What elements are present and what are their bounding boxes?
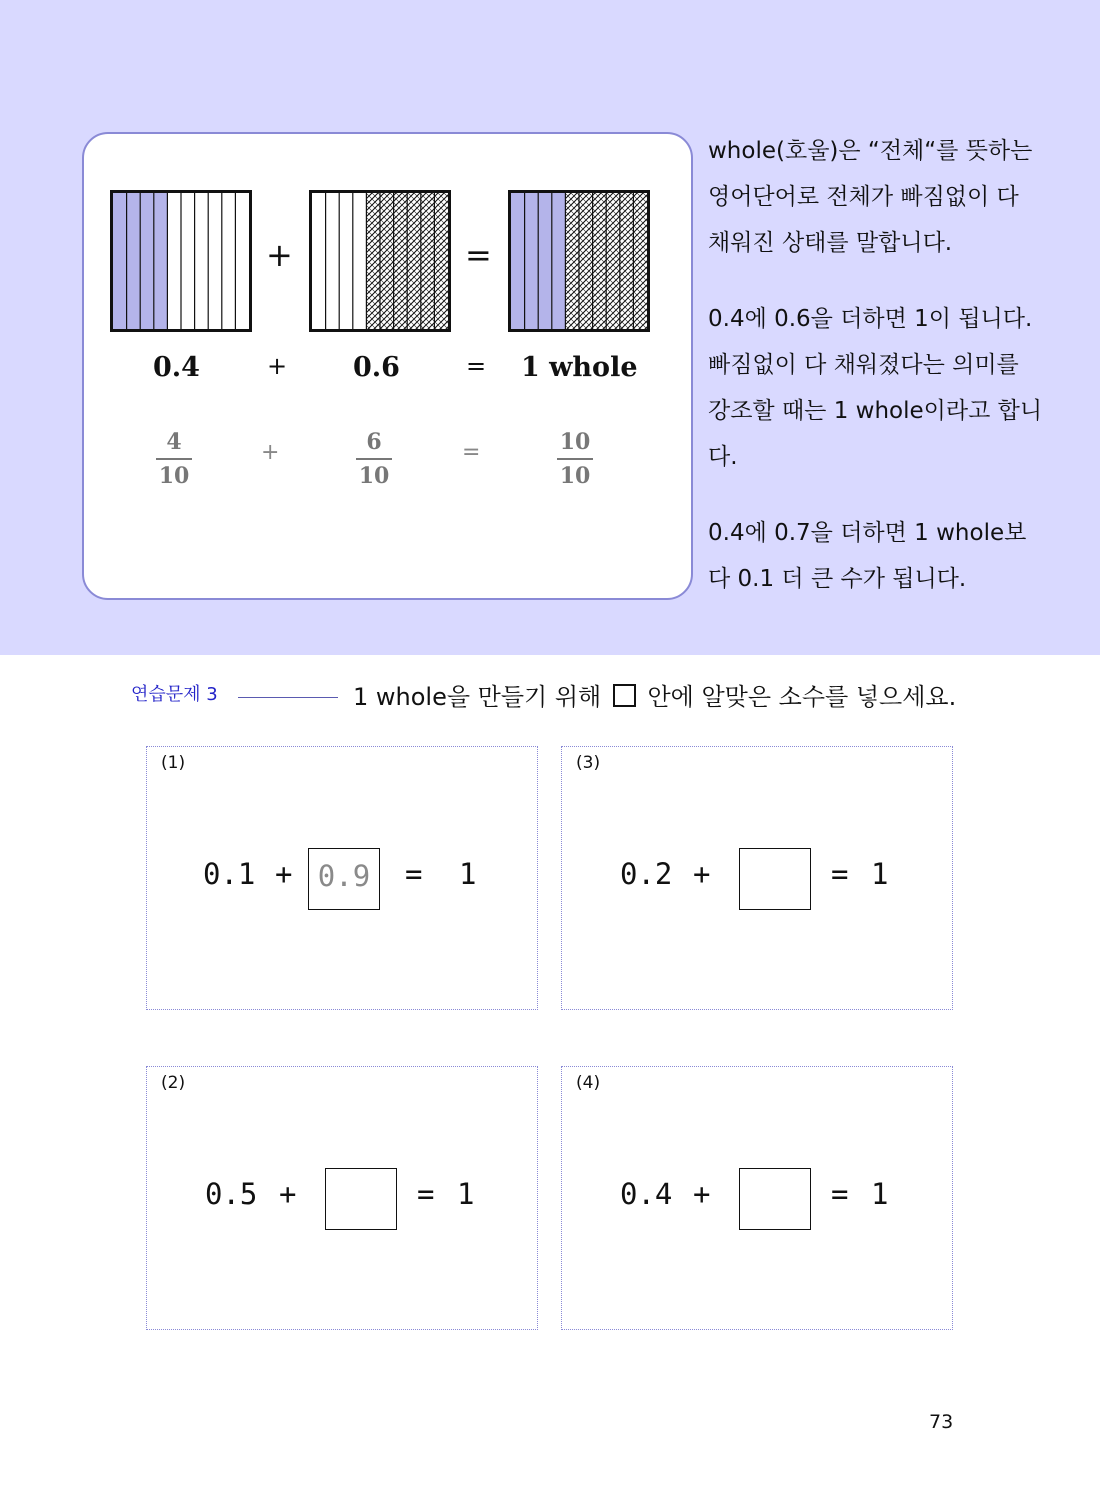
problem-number: (3) — [576, 753, 601, 773]
page-number: 73 — [929, 1411, 954, 1433]
problem-result: 1 — [871, 1177, 889, 1211]
fraction-bar — [557, 458, 593, 460]
decimal-plus: + — [267, 352, 288, 380]
instruction-text-after: 안에 알맞은 소수를 넣으세요. — [647, 683, 957, 711]
answer-box[interactable] — [308, 848, 380, 910]
problem-plus: + — [693, 857, 711, 891]
problem-result: 1 — [871, 857, 889, 891]
problem-plus: + — [693, 1177, 711, 1211]
decimal-six-tenths: 0.6 — [353, 352, 400, 383]
fraction-ten-tenths — [555, 428, 595, 490]
explanation-sum-greater: 0.4에 0.7을 더하면 1 whole보다 0.1 더 큰 수가 됩니다. — [708, 520, 1027, 592]
problem-addend: 0.5 — [205, 1177, 258, 1211]
problem-number: (2) — [161, 1073, 186, 1093]
problem-equals: = — [417, 1177, 435, 1211]
problem-panel-2 — [146, 1066, 538, 1330]
answer-box[interactable] — [739, 848, 811, 910]
equals-sign: = — [465, 236, 492, 274]
explanation-sum-one: 0.4에 0.6을 더하면 1이 됩니다. 빠짐없이 다 채워졌다는 의미를 강조할 때는 1 whole이라고 합니다. — [708, 306, 1043, 470]
answer-box[interactable] — [325, 1168, 397, 1230]
fraction-denominator: 10 — [158, 463, 190, 489]
fraction-numerator: 4 — [166, 429, 182, 455]
problem-plus: + — [275, 857, 293, 891]
problem-panel-4 — [561, 1066, 953, 1330]
fraction-denominator: 10 — [559, 463, 591, 489]
plus-sign: + — [266, 236, 293, 274]
answer-value: 0.9 — [317, 859, 371, 893]
fraction-six-tenths — [354, 428, 394, 490]
answer-box[interactable] — [739, 1168, 811, 1230]
fraction-numerator: 10 — [559, 429, 591, 455]
problem-panel-3 — [561, 746, 953, 1010]
instruction-text-before: 1 whole을 만들기 위해 — [353, 683, 602, 711]
problem-result: 1 — [459, 857, 477, 891]
problem-equals: = — [831, 1177, 849, 1211]
problem-result: 1 — [457, 1177, 475, 1211]
grid-four-tenths — [110, 190, 252, 332]
exercise-divider — [238, 697, 338, 698]
fraction-bar — [356, 458, 392, 460]
decimal-equals: = — [466, 352, 487, 380]
fraction-denominator: 10 — [358, 463, 390, 489]
exercise-label: 연습문제 3 — [131, 684, 218, 705]
exercise-instruction — [353, 677, 956, 712]
fraction-plus: + — [261, 440, 280, 465]
problem-equals: = — [831, 857, 849, 891]
problem-plus: + — [279, 1177, 297, 1211]
grid-six-tenths — [309, 190, 451, 332]
problem-equals: = — [405, 857, 423, 891]
empty-box-icon — [613, 684, 636, 707]
problem-addend: 0.1 — [203, 857, 256, 891]
fraction-bar — [156, 458, 192, 460]
problem-panel-1 — [146, 746, 538, 1010]
problem-number: (4) — [576, 1073, 601, 1093]
fraction-equals: = — [462, 440, 481, 465]
problem-number: (1) — [161, 753, 186, 773]
grid-whole — [508, 190, 650, 332]
fraction-numerator: 6 — [366, 429, 382, 455]
explanation-whole-definition: whole(호울)은 “전체“를 뜻하는 영어단어로 전체가 빠짐없이 다 채워진 상태를 말합니다. — [708, 138, 1033, 256]
decimal-one-whole: 1 whole — [521, 352, 638, 383]
decimal-four-tenths: 0.4 — [153, 352, 200, 383]
problem-addend: 0.4 — [620, 1177, 673, 1211]
problem-addend: 0.2 — [620, 857, 673, 891]
fraction-four-tenths — [154, 428, 194, 490]
